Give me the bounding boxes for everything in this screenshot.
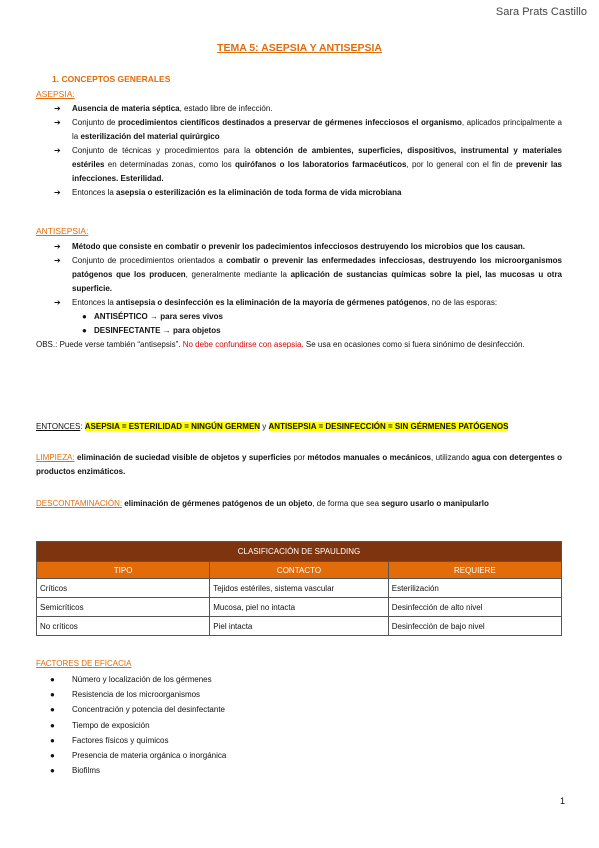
bullet-icon: ● xyxy=(82,312,87,321)
page-number: 1 xyxy=(559,796,565,806)
table-cell: Críticos xyxy=(37,579,210,598)
list-item: ➔ Conjunto de procedimientos científicos destinados a preservar de gérmenes infecciosos el organismo, aplicados principalmente a la esterilización del material quirúrgico xyxy=(54,118,562,141)
arrow-icon: ➔ xyxy=(54,242,61,251)
bullet-icon: ● xyxy=(50,705,55,715)
factores-header: FACTORES DE EFICACIA xyxy=(36,659,132,668)
arrow-icon: ➔ xyxy=(54,256,61,265)
list-item: ➔ Entonces la antisepsia o desinfección es la eliminación de la mayoría de gérmenes patógenos, no de las esporas: xyxy=(36,296,562,310)
list-item: ● ANTISÉPTICO → para seres vivos xyxy=(36,310,562,324)
list-item: ➔ Entonces la asepsia o esterilización es la eliminación de toda forma de vida microbiana xyxy=(36,186,562,200)
arrow-icon: ➔ xyxy=(54,118,61,127)
obs-note: OBS.: Puede verse también “antisepsis”. No debe confundirse con asepsia. Se usa en ocasiones como si fuera sinónimo de desinfección. xyxy=(36,340,525,349)
list-item: ● Tiempo de exposición xyxy=(36,718,226,733)
table-cell: Tejidos estériles, sistema vascular xyxy=(210,579,389,598)
table-cell: Mucosa, piel no intacta xyxy=(210,598,389,617)
bullet-icon: ● xyxy=(50,751,55,761)
asepsia-header: ASEPSIA: xyxy=(36,89,75,99)
list-item: ● Presencia de materia orgánica o inorgánica xyxy=(36,748,226,763)
list-item: ● Número y localización de los gérmenes xyxy=(36,672,226,687)
table-cell: No críticos xyxy=(37,617,210,636)
arrow-icon: ➔ xyxy=(54,188,61,197)
list-item: ➔ Método que consiste en combatir o prevenir los padecimientos infecciosos destruyendo los microbios que los causan. xyxy=(36,240,562,254)
column-header: TIPO xyxy=(37,562,210,579)
entonces-line: ENTONCES: ASEPSIA = ESTERILIDAD = NINGÚN GERMEN y ANTISEPSIA = DESINFECCIÓN = SIN GÉRMENES PATÓGENOS xyxy=(36,422,509,431)
table-cell: Semicríticos xyxy=(37,598,210,617)
table-row xyxy=(37,579,562,598)
spaulding-table xyxy=(36,541,562,636)
arrow-icon: ➔ xyxy=(54,104,61,113)
list-item: ➔ Conjunto de técnicas y procedimientos para la obtención de ambientes, superficies, dispositivos, instrumental y materiales estériles en determinadas zonas, como los quirófanos o los laboratorios farmacéuticos, por lo general con el fin de prevenir las infecciones. Esterilidad. xyxy=(54,146,562,183)
column-header: REQUIERE xyxy=(388,562,561,579)
factores-section xyxy=(36,659,226,778)
asepsia-list xyxy=(36,102,562,200)
list-item: ● DESINFECTANTE → para objetos xyxy=(36,324,562,338)
table-row xyxy=(37,617,562,636)
antisepsia-header: ANTISEPSIA: xyxy=(36,226,89,236)
author-header: Sara Prats Castillo xyxy=(495,6,587,18)
table-cell: Esterilización xyxy=(388,579,561,598)
table-cell: Piel intacta xyxy=(210,617,389,636)
antisepsia-list xyxy=(36,240,562,352)
descontaminacion-paragraph: DESCONTAMINACIÓN: eliminación de gérmenes patógenos de un objeto, de forma que sea seguro usarlo o manipularlo xyxy=(36,499,489,508)
list-item: ● Concentración y potencia del desinfectante xyxy=(36,702,226,717)
column-header: CONTACTO xyxy=(210,562,389,579)
list-item: ➔ Ausencia de materia séptica, estado libre de infección. xyxy=(36,102,562,116)
bullet-icon: ● xyxy=(50,766,55,776)
list-item: ● Resistencia de los microorganismos xyxy=(36,687,226,702)
section-heading: 1. CONCEPTOS GENERALES xyxy=(52,74,171,84)
bullet-icon: ● xyxy=(82,326,87,335)
bullet-icon: ● xyxy=(50,675,55,684)
table-cell: Desinfección de bajo nivel xyxy=(388,617,561,636)
table-cell: Desinfección de alto nivel xyxy=(388,598,561,617)
list-item: ● Factores físicos y químicos xyxy=(36,733,226,748)
list-item: ➔ Conjunto de procedimientos orientados a combatir o prevenir las enfermedades infecciosas, destruyendo los microorganismos patógenos que los producen, generalmente mediante la aplicación de sustancias químicas sobre la piel, las mucosas u otra superficie. xyxy=(54,256,563,293)
bullet-icon: ● xyxy=(50,690,55,700)
limpieza-paragraph: LIMPIEZA: eliminación de suciedad visible de objetos y superficies por métodos manuales o mecánicos, utilizando agua con detergentes o productos enzimáticos. xyxy=(36,453,563,476)
arrow-icon: ➔ xyxy=(54,298,61,307)
bullet-icon: ● xyxy=(50,720,55,730)
list-item: ● Biofilms xyxy=(36,763,226,778)
arrow-icon: ➔ xyxy=(54,146,61,155)
table-title: CLASIFICACIÓN DE SPAULDING xyxy=(37,542,562,562)
table-row xyxy=(37,598,562,617)
bullet-icon: ● xyxy=(50,735,55,745)
document-title: TEMA 5: ASEPSIA Y ANTISEPSIA xyxy=(217,42,382,54)
